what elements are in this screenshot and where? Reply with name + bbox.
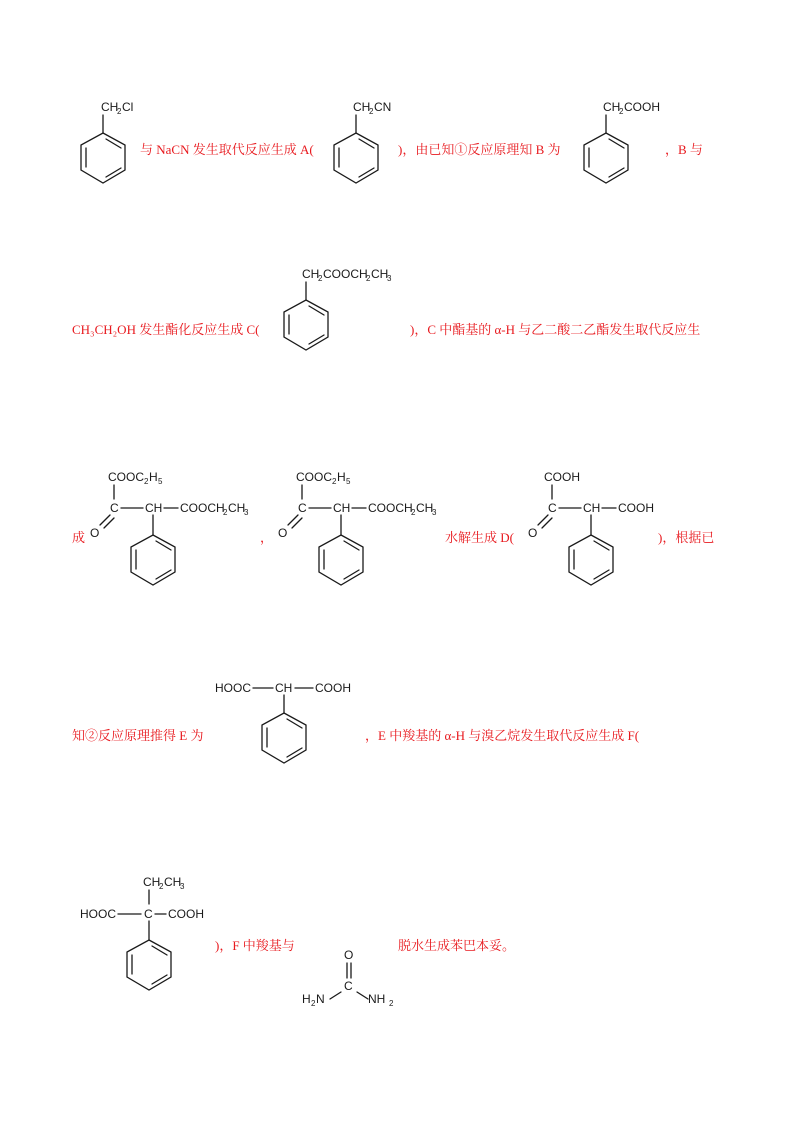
text-line-3b: ， (260, 530, 274, 545)
svg-text:O: O (278, 526, 288, 540)
svg-text:COOCH: COOCH (323, 267, 368, 281)
svg-text:CH: CH (145, 501, 163, 515)
text-line-3a: 成 (72, 530, 86, 545)
svg-text:2: 2 (311, 999, 316, 1008)
svg-text:COOH: COOH (618, 501, 654, 515)
text-line-1a: 与 NaCN 发生取代反应生成 A( (140, 142, 314, 157)
svg-text:CH: CH (228, 501, 246, 515)
text-line-1b: )，由已知①反应原理知 B 为 (398, 142, 561, 157)
svg-text:3: 3 (244, 508, 249, 517)
svg-text:CH: CH (164, 875, 182, 889)
text-line-5b: 脱水生成苯巴本妥。 (398, 938, 516, 953)
svg-text:CH: CH (333, 501, 351, 515)
svg-text:3: 3 (432, 508, 437, 517)
svg-text:N: N (316, 992, 325, 1006)
ethyl-phenylmalonic-acid-f-structure (80, 870, 220, 1000)
text-line-1c: ，B 与 (665, 142, 703, 157)
svg-text:COOH: COOH (624, 100, 660, 114)
phenylacetonitrile-structure (325, 95, 395, 195)
svg-text:CH: CH (302, 267, 320, 281)
svg-text:2: 2 (223, 508, 228, 517)
svg-text:COOC: COOC (296, 470, 332, 484)
svg-text:C: C (110, 501, 119, 515)
phenylacetic-acid-structure (575, 95, 675, 195)
benzyl-chloride-structure (70, 95, 140, 195)
text-line-4b: ，E 中羧基的 α-H 与溴乙烷发生取代反应生成 F( (365, 728, 640, 743)
text-line-2a: CH₃CH₂OH 发生酯化反应生成 C( (72, 322, 260, 337)
svg-text:CH: CH (101, 100, 119, 114)
svg-text:2: 2 (144, 477, 149, 486)
text-line-4a: 知②反应原理推得 E 为 (72, 728, 204, 743)
svg-text:COOC: COOC (108, 470, 144, 484)
svg-text:2: 2 (159, 882, 164, 891)
svg-text:CH: CH (416, 501, 434, 515)
svg-text:3: 3 (180, 882, 185, 891)
svg-text:NH: NH (368, 992, 386, 1006)
svg-text:Cl: Cl (122, 100, 134, 114)
svg-text:5: 5 (346, 477, 351, 486)
diethyl-oxalyl-ester-structure-1 (90, 465, 260, 595)
svg-text:2: 2 (389, 999, 394, 1008)
svg-text:H: H (337, 470, 346, 484)
svg-text:5: 5 (158, 477, 163, 486)
svg-text:C: C (548, 501, 557, 515)
svg-text:H: H (149, 470, 158, 484)
svg-text:COOH: COOH (544, 470, 580, 484)
svg-text:2: 2 (619, 107, 624, 116)
text-line-5a: )，F 中羧基与 (215, 938, 295, 953)
text-line-3d: )，根据已 (658, 530, 715, 545)
svg-text:2: 2 (117, 107, 122, 116)
svg-text:COOCH: COOCH (180, 501, 225, 515)
svg-text:2: 2 (332, 477, 337, 486)
diacid-d-structure (528, 465, 668, 595)
svg-text:HOOC: HOOC (80, 907, 116, 921)
svg-text:2: 2 (411, 508, 416, 517)
svg-text:O: O (344, 948, 354, 962)
svg-text:CN: CN (374, 100, 392, 114)
svg-text:CH: CH (583, 501, 601, 515)
svg-text:CH: CH (603, 100, 621, 114)
svg-text:2: 2 (369, 107, 374, 116)
svg-text:C: C (298, 501, 307, 515)
svg-text:C: C (144, 907, 153, 921)
svg-text:HOOC: HOOC (215, 681, 251, 695)
svg-text:COOCH: COOCH (368, 501, 413, 515)
svg-text:2: 2 (318, 274, 323, 283)
ethyl-phenylacetate-structure (280, 262, 420, 362)
text-line-2b: )，C 中酯基的 α-H 与乙二酸二乙酯发生取代反应生 (410, 322, 701, 337)
svg-text:3: 3 (387, 274, 392, 283)
text-line-3c: 水解生成 D( (445, 530, 514, 545)
diethyl-oxalyl-ester-structure-2 (278, 465, 448, 595)
svg-text:O: O (528, 526, 538, 540)
svg-text:CH: CH (275, 681, 293, 695)
svg-text:C: C (344, 979, 353, 993)
phenylmalonic-acid-e-structure (215, 675, 365, 785)
svg-text:COOH: COOH (315, 681, 351, 695)
svg-text:CH: CH (143, 875, 161, 889)
svg-text:CH: CH (353, 100, 371, 114)
svg-text:H: H (302, 992, 311, 1006)
svg-text:COOH: COOH (168, 907, 204, 921)
svg-text:CH: CH (371, 267, 389, 281)
svg-text:O: O (90, 526, 100, 540)
urea-structure (300, 945, 410, 1015)
svg-text:2: 2 (366, 274, 371, 283)
